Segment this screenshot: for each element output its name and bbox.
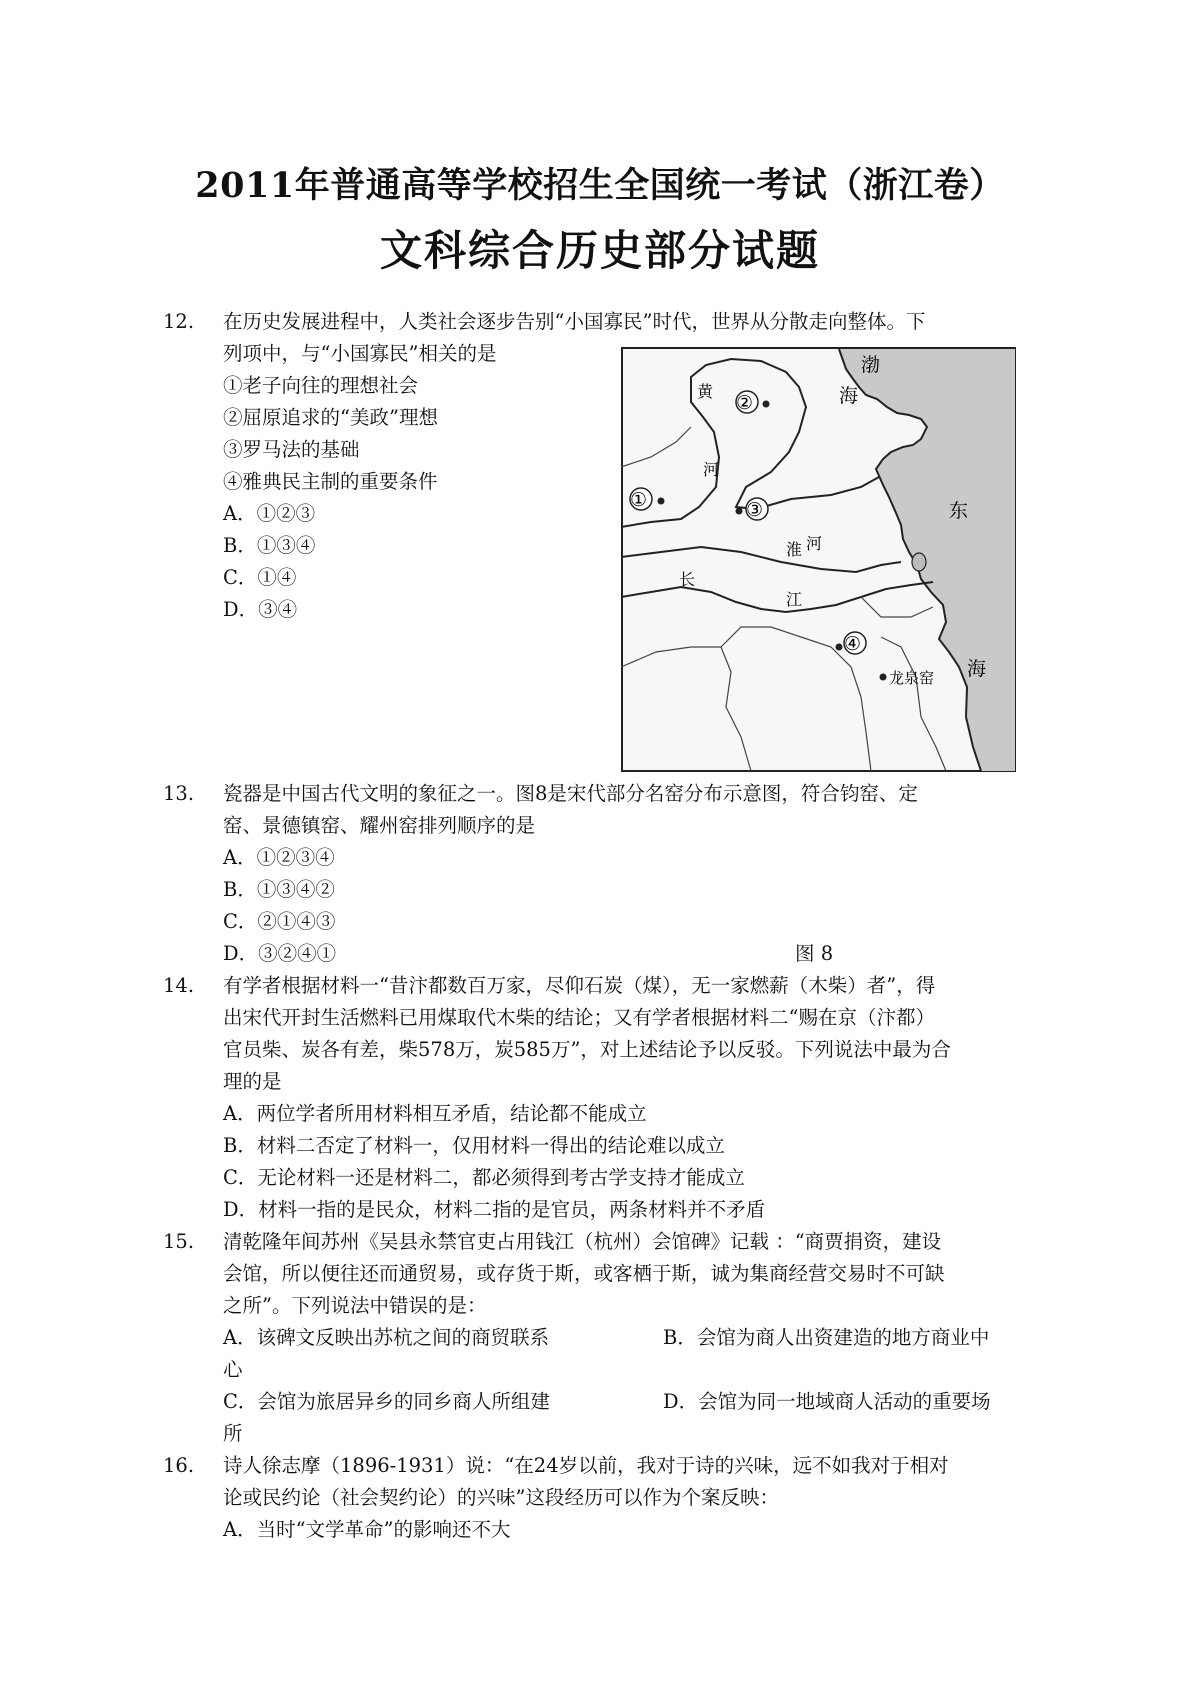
- question-number: 14.: [163, 974, 195, 997]
- label-bohai: 渤: [861, 354, 881, 376]
- kiln-dot-icon: [880, 674, 887, 681]
- question-stem: 出宋代开封生活燃料已用煤取代木柴的结论；又有学者根据材料二“赐在京（汴都）: [223, 1006, 935, 1029]
- exam-subtitle: 文科综合历史部分试题: [379, 226, 820, 275]
- question-stem: 清乾隆年间苏州《吴县永禁官吏占用钱江（杭州）会馆碑》记载 ：“商贾捐资，建设: [223, 1230, 942, 1253]
- option-d: D．③④: [223, 598, 298, 621]
- question-stem: 列项中，与“小国寡民”相关的是: [223, 342, 497, 365]
- question-stem: 有学者根据材料一“昔汴都数百万家，尽仰石炭（煤），无一家燃薪（木柴）者”，得: [223, 974, 936, 997]
- question-stem: 瓷器是中国古代文明的象征之一。图8是宋代部分名窑分布示意图，符合钧窑、定: [223, 782, 918, 805]
- label-huang: 黄: [697, 382, 714, 401]
- option-a: A．①②③: [223, 502, 316, 525]
- kiln-label-2: ②: [736, 392, 754, 414]
- option-b: B．①③④: [223, 534, 316, 557]
- label-he-huai: 河: [806, 534, 823, 553]
- kiln-dot-icon: [736, 508, 743, 515]
- option-a: A．①②③④: [223, 846, 335, 869]
- label-hai-east: 海: [967, 658, 987, 680]
- option-d: D．会馆为同一地域商人活动的重要场: [663, 1390, 991, 1413]
- option-c: C．无论材料一还是材料二，都必须得到考古学支持才能成立: [223, 1166, 745, 1189]
- exam-title: 2011年普通高等学校招生全国统一考试（浙江卷）: [195, 165, 1005, 206]
- label-dong: 东: [949, 500, 969, 522]
- question-stem: 理的是: [223, 1070, 282, 1093]
- song-kilns-map: [621, 347, 1016, 772]
- kiln-label-3: ③: [746, 499, 764, 521]
- kiln-label-1: ①: [630, 489, 648, 511]
- option-a: A．当时“文学革命”的影响还不大: [223, 1518, 511, 1541]
- option-d-continued: 所: [223, 1422, 243, 1445]
- option-b: B．①③④②: [223, 878, 335, 901]
- kiln-label-longquan: 龙泉窑: [889, 669, 935, 687]
- option-d: D．材料一指的是民众，材料二指的是官员，两条材料并不矛盾: [223, 1198, 766, 1221]
- question-stem: 诗人徐志摩（1896-1931）说：“在24岁以前，我对于诗的兴味，远不如我对于相对: [223, 1454, 949, 1477]
- option-c: C．会馆为旅居异乡的同乡商人所组建: [223, 1390, 550, 1413]
- option-b-continued: 心: [223, 1358, 243, 1381]
- kiln-dot-icon: [658, 498, 665, 505]
- option-b: B．材料二否定了材料一，仅用材料一得出的结论难以成立: [223, 1134, 725, 1157]
- label-he-yellow: 河: [703, 460, 720, 479]
- question-stem: 窑、景德镇窑、耀州窑排列顺序的是: [223, 814, 536, 837]
- option-c: C．②①④③: [223, 910, 336, 933]
- question-number: 13.: [163, 782, 195, 805]
- option-b: B．会馆为商人出资建造的地方商业中: [663, 1326, 990, 1349]
- label-jiang: 江: [786, 590, 803, 609]
- option-a: A．该碑文反映出苏杭之间的商贸联系: [223, 1326, 550, 1349]
- question-stem: 在历史发展进程中，人类社会逐步告别“小国寡民”时代，世界从分散走向整体。下: [223, 310, 926, 333]
- option-a: A．两位学者所用材料相互矛盾，结论都不能成立: [223, 1102, 647, 1125]
- kiln-dot-icon: [763, 401, 770, 408]
- list-item: ①老子向往的理想社会: [223, 374, 419, 397]
- label-chang: 长: [679, 570, 696, 589]
- figure-caption: 图 8: [795, 942, 834, 965]
- question-stem: 之所”。下列说法中错误的是：: [223, 1294, 487, 1317]
- kiln-dot-icon: [836, 644, 843, 651]
- question-stem: 论或民约论（社会契约论）的兴味”这段经历可以作为个案反映：: [223, 1486, 779, 1509]
- question-stem: 会馆，所以便往还而通贸易，或存货于斯，或客栖于斯，诚为集商经营交易时不可缺: [223, 1262, 945, 1285]
- question-number: 15.: [163, 1230, 195, 1253]
- option-d: D．③②④①: [223, 942, 337, 965]
- lake: [912, 553, 926, 571]
- question-number: 16.: [163, 1454, 195, 1477]
- label-hai-north: 海: [839, 385, 859, 407]
- option-c: C．①④: [223, 566, 297, 589]
- list-item: ②屈原追求的“美政”理想: [223, 406, 438, 429]
- kiln-label-4: ④: [844, 633, 862, 655]
- label-huai: 淮: [786, 540, 803, 559]
- question-number: 12.: [163, 310, 195, 333]
- list-item: ③罗马法的基础: [223, 438, 360, 461]
- question-stem: 官员柴、炭各有差，柴578万，炭585万”，对上述结论予以反驳。下列说法中最为合: [223, 1038, 951, 1061]
- list-item: ④雅典民主制的重要条件: [223, 470, 438, 493]
